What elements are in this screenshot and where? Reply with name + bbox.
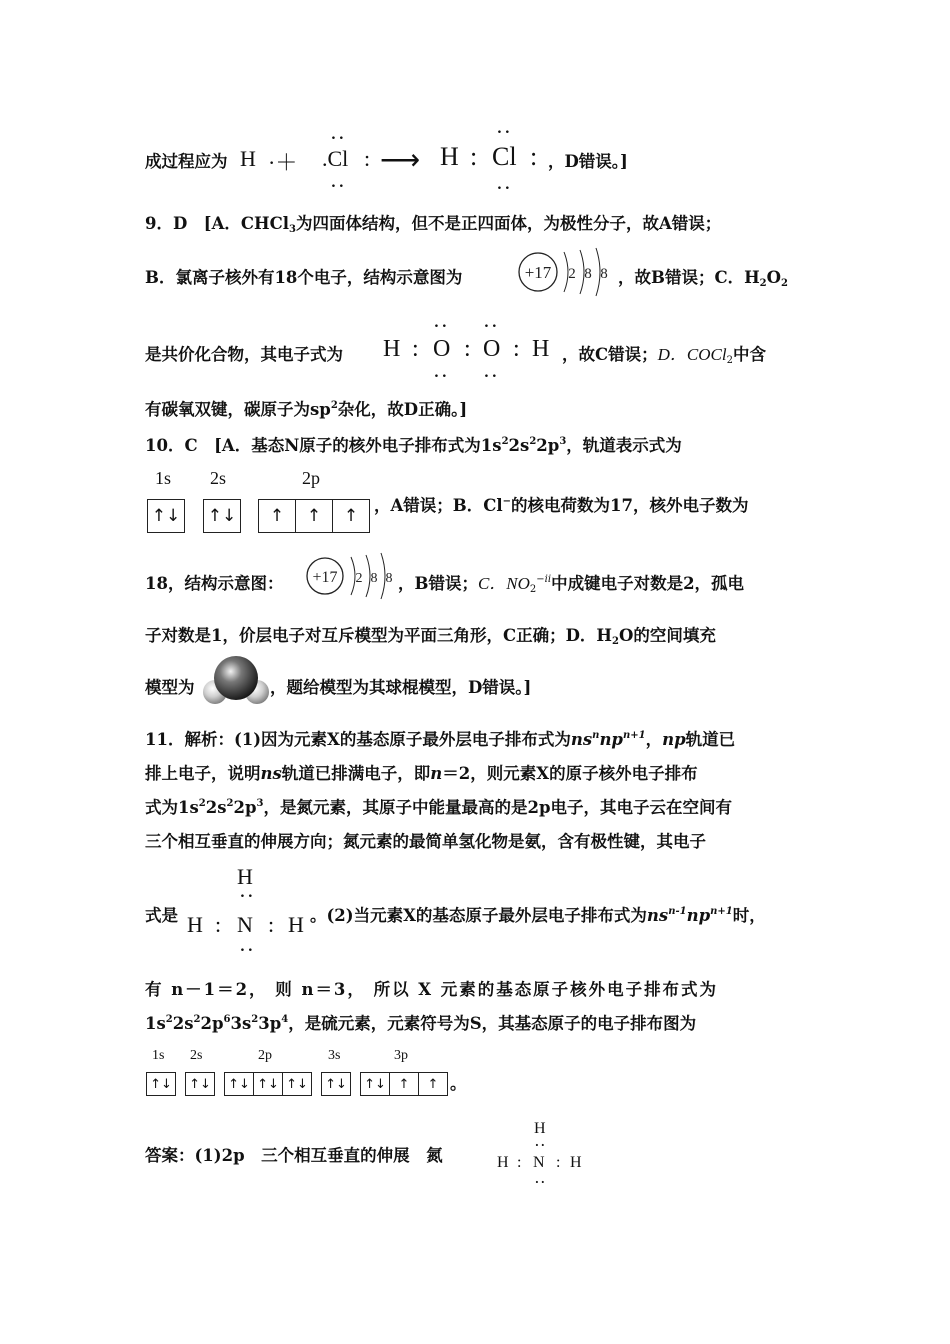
- o2-bottom-dots: ..: [484, 365, 500, 381]
- orbital-3p: [360, 1072, 448, 1096]
- cl-bottom-dots: ..: [331, 175, 347, 191]
- q11-line-3: 式为$1s^22s^22p^3$，是氮元素，其原子中能量最高的是2p电子，其电子云在空间有: [145, 798, 733, 817]
- q11-line-5: 式是: [145, 906, 178, 925]
- q9-line-4: 有碳氧双键，碳原子为$sp^2$杂化，故D正确。]: [145, 400, 468, 419]
- shell-2-count: 8: [584, 266, 592, 282]
- cl-product-colon: :: [530, 142, 538, 171]
- q9-line-2: B．氯离子核外有18个电子，结构示意图为: [145, 268, 463, 287]
- q10-line-5: 模型为: [145, 678, 195, 697]
- h-atom: H: [532, 336, 550, 362]
- cl-atom: .Cl: [322, 146, 349, 171]
- water-space-filling-model-image: [202, 654, 270, 710]
- h-atom: H: [187, 912, 203, 937]
- chloride-ion-structure-diagram-2: [303, 552, 399, 604]
- orbital-box: ↑: [343, 506, 359, 526]
- q11-line-2: 排上电子，说明ns轨道已排满电子，即n＝2，则元素X的原子核外电子排布: [145, 764, 698, 783]
- orbital-3s: [321, 1072, 351, 1096]
- orbital-label-1s: 1s: [152, 1048, 165, 1063]
- orbital-box: ↑↓: [225, 1073, 254, 1095]
- cl-top-dots: ..: [331, 127, 347, 143]
- shared-pair-colon: :: [470, 142, 478, 171]
- q9-line-2b: ，故B错误；C．$H_2O_2$: [618, 268, 788, 289]
- orbital-box: ↑↓: [254, 1073, 283, 1095]
- q10-line-3b: ，B错误；C．$NO_2^{-ii}$中成键电子对数是2，孤电: [398, 574, 745, 595]
- reaction-arrow-icon: ⟶: [380, 145, 421, 176]
- o-atom: O: [483, 336, 501, 362]
- q11-line-6: 有 n－1＝2， 则 n＝3， 所以 X 元素的基态原子核外电子排布式为: [145, 980, 718, 999]
- shared-pair-colon: :: [412, 336, 419, 362]
- q10-line-5b: ，题给模型为其球棍模型，D错误。]: [270, 678, 532, 697]
- text-line: ，D错误。]: [548, 152, 628, 171]
- h-atom: H: [288, 912, 304, 937]
- o1-bottom-dots: ..: [434, 365, 450, 381]
- n-top-dots: ..: [240, 885, 256, 901]
- dot-plus: ·＋: [268, 150, 298, 175]
- cl-product-top-dots: ..: [497, 121, 513, 137]
- shell-1-count: 2: [568, 266, 576, 282]
- orbital-label-1s: 1s: [155, 468, 172, 488]
- orbital-label-2s: 2s: [210, 468, 227, 488]
- h-atom: H: [383, 336, 401, 362]
- orbital-box: ↑: [296, 500, 333, 532]
- q10-line-2: ，A错误；B．Cl−的核电荷数为17，核外电子数为: [374, 496, 749, 515]
- shared-pair-colon: :: [464, 336, 471, 362]
- answer-line: [145, 1144, 443, 1168]
- q11-line-4: 三个相互垂直的伸展方向；氮元素的最简单氢化物是氨，含有极性键，其电子: [145, 832, 706, 851]
- cl-colon: :: [364, 146, 371, 171]
- n-atom: N: [533, 1154, 545, 1171]
- orbital-1s: [147, 499, 185, 533]
- n-bottom-dots: ..: [535, 1173, 547, 1186]
- shared-pair-colon: :: [268, 912, 275, 937]
- q10-line-3: 18，结构示意图：: [145, 574, 284, 593]
- shared-pair-colon: :: [517, 1154, 522, 1171]
- n-atom: N: [237, 912, 253, 937]
- q9-line-3b: ，故C错误；D．COCl$_2$中含: [562, 345, 766, 366]
- orbital-2s: [203, 499, 241, 533]
- h-atom: H: [497, 1154, 509, 1171]
- h-atom: H: [570, 1154, 582, 1171]
- h-atom-product: H: [440, 142, 459, 171]
- orbital-box: ↑: [427, 1076, 439, 1092]
- answer-text: (1)2p 三个相互垂直的伸展 氮: [194, 1146, 443, 1165]
- orbital-box: ↑: [259, 500, 296, 532]
- orbital-label-2p: 2p: [258, 1048, 272, 1063]
- orbital-2s: [185, 1072, 215, 1096]
- q11-line-1: 11．解析：(1)因为元素X的基态原子最外层电子排布式为$ns^nnp^{n+1}$，np轨道已: [145, 730, 736, 749]
- o2-top-dots: ..: [484, 315, 500, 331]
- orbital-label-3s: 3s: [328, 1048, 341, 1063]
- orbital-box: ↑↓: [361, 1073, 390, 1095]
- orbital-box: ↑↓: [151, 506, 181, 526]
- text-line: [145, 150, 228, 174]
- orbital-label-2s: 2s: [190, 1048, 203, 1063]
- orbital-label-2p: 2p: [302, 468, 320, 488]
- o-atom: O: [433, 336, 451, 362]
- shell-2-count: 8: [370, 571, 378, 586]
- line-prefix: 成过程应为: [145, 152, 228, 171]
- q10-line-1: 10．C [A．基态N原子的核外电子排布式为$1s^22s^22p^3$，轨道表示式为: [145, 436, 682, 455]
- shell-3-count: 8: [600, 266, 608, 282]
- chloride-ion-structure-diagram: [514, 246, 614, 302]
- orbital-box: ↑↓: [325, 1076, 347, 1092]
- h-atom-top: H: [237, 864, 253, 889]
- q11-line-8: 。: [450, 1074, 467, 1093]
- cl-atom-product: Cl: [492, 142, 517, 171]
- shared-pair-colon: :: [215, 912, 222, 937]
- shared-pair-colon: :: [556, 1154, 561, 1171]
- orbital-2p: [224, 1072, 312, 1096]
- nucleus-charge: +17: [524, 263, 552, 282]
- shell-1-count: 2: [355, 571, 363, 586]
- orbital-box: ↑↓: [189, 1076, 211, 1092]
- q9-line-3: 是共价化合物，其电子式为: [145, 345, 343, 364]
- nucleus-charge: +17: [312, 569, 338, 586]
- q10-line-4: 子对数是1，价层电子对互斥模型为平面三角形，C正确；D．$H_2O$的空间填充: [145, 626, 716, 647]
- shell-3-count: 8: [385, 571, 393, 586]
- o1-top-dots: ..: [434, 315, 450, 331]
- q11-line-5b: 。(2)当元素X的基态原子最外层电子排布式为$ns^{n-1}np^{n+1}$时，: [310, 906, 766, 925]
- n-top-dots: ..: [535, 1136, 547, 1149]
- orbital-box: ↑↓: [207, 506, 237, 526]
- q11-line-7: $1s^22s^22p^63s^23p^4$，是硫元素，元素符号为S，其基态原子的电子排布图为: [145, 1014, 697, 1033]
- orbital-box: ↑↓: [150, 1076, 172, 1092]
- orbital-box: ↑↓: [286, 1076, 308, 1092]
- orbital-box: ↑: [390, 1073, 419, 1095]
- orbital-1s: [146, 1072, 176, 1096]
- q9-line-1: 9．D [A．CHCl$_3$为四面体结构，但不是正四面体，为极性分子，故A错误；: [145, 214, 722, 235]
- h-atom-top: H: [534, 1120, 546, 1137]
- h-atom: H: [240, 146, 256, 171]
- n-bottom-dots: ..: [240, 939, 256, 955]
- cl-product-bottom-dots: ..: [497, 177, 513, 193]
- shared-pair-colon: :: [513, 336, 520, 362]
- orbital-label-3p: 3p: [394, 1048, 408, 1063]
- answer-label: 答案：: [145, 1146, 195, 1165]
- orbital-2p: [258, 499, 370, 533]
